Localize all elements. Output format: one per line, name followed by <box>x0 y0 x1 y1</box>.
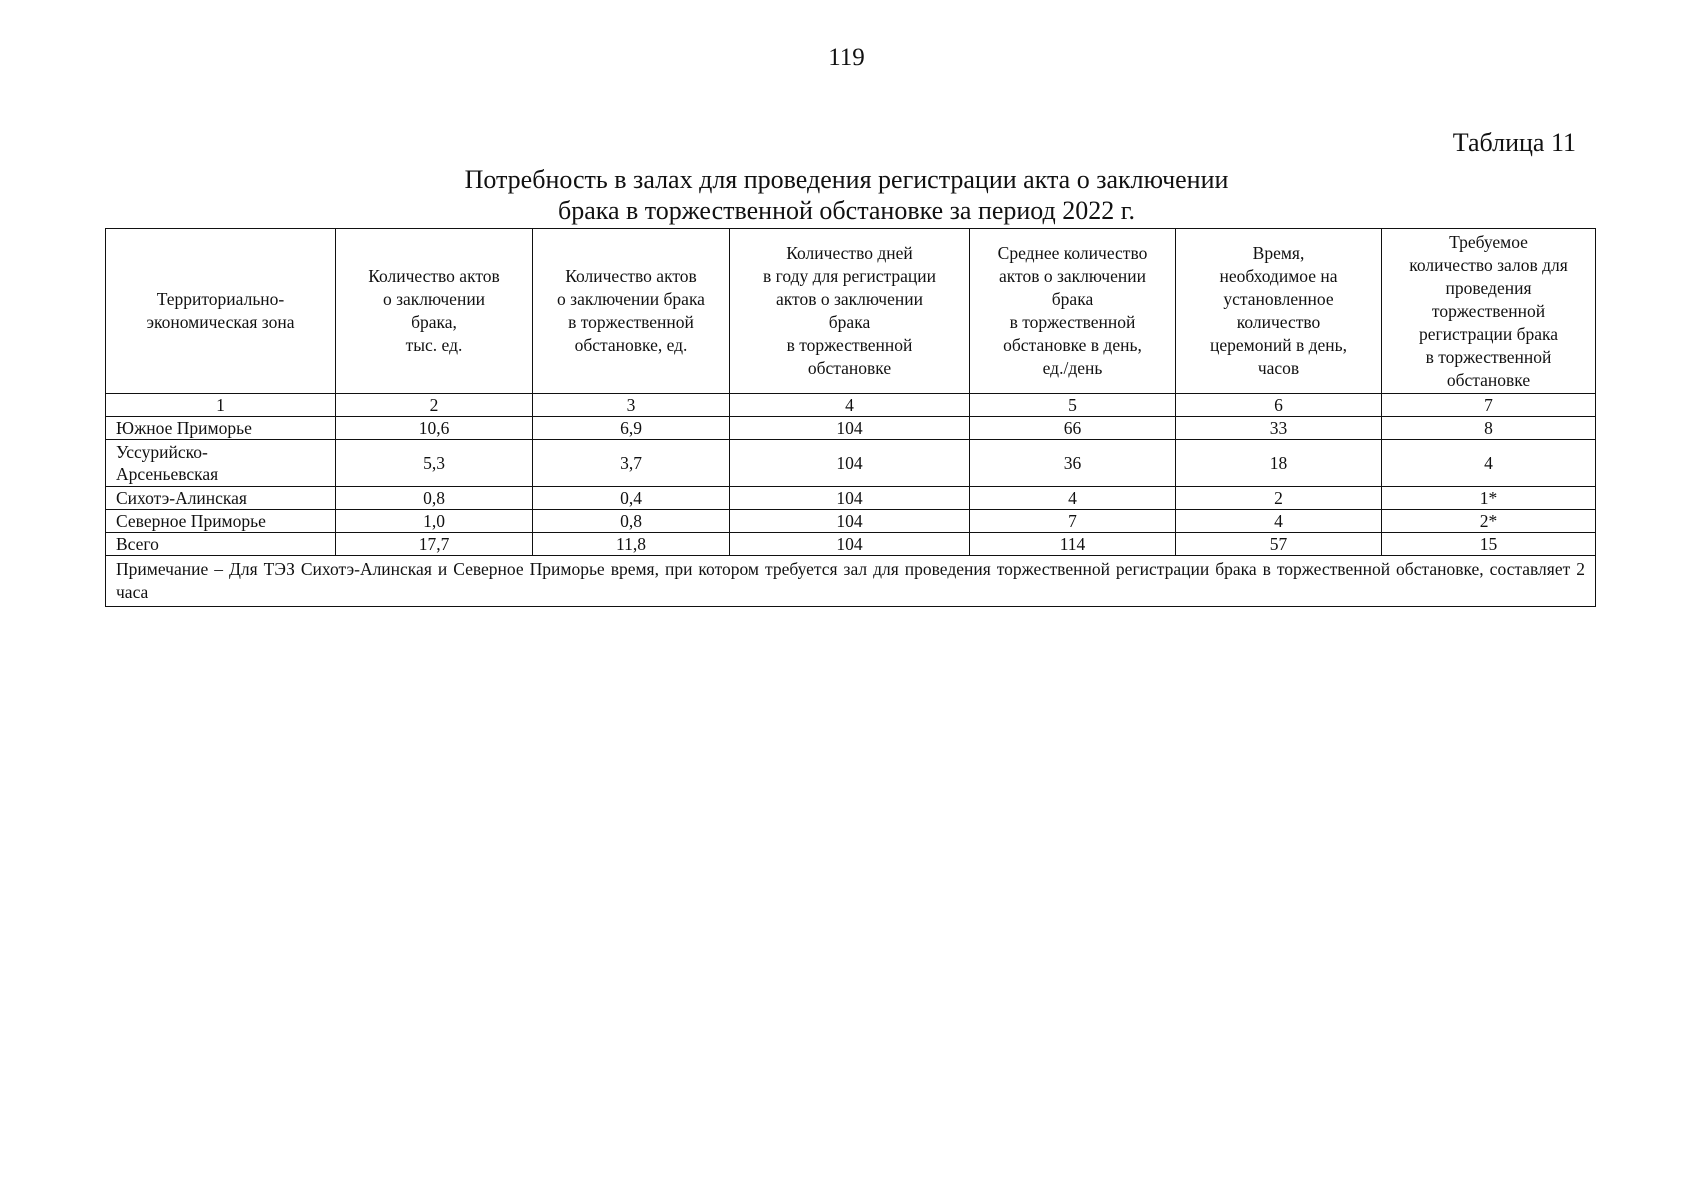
value-cell: 57 <box>1176 533 1382 556</box>
column-number: 2 <box>336 394 533 417</box>
table-row <box>106 417 1596 440</box>
column-number-row <box>106 394 1596 417</box>
column-number: 5 <box>970 394 1176 417</box>
header-row <box>106 229 1596 394</box>
value-cell: 0,8 <box>336 487 533 510</box>
note-row <box>106 556 1596 607</box>
column-number: 6 <box>1176 394 1382 417</box>
value-cell: 4 <box>970 487 1176 510</box>
value-cell: 36 <box>970 440 1176 487</box>
value-cell: 8 <box>1382 417 1596 440</box>
zone-cell: Сихотэ-Алинская <box>106 487 336 510</box>
value-cell: 104 <box>730 487 970 510</box>
value-cell: 2 <box>1176 487 1382 510</box>
value-cell: 114 <box>970 533 1176 556</box>
header-cell-avg-per-day: Среднее количество актов о заключении брака в торжественной обстановке в день, ед./день <box>970 229 1176 394</box>
header-cell-acts-ceremonial: Количество актов о заключении брака в торжественной обстановке, ед. <box>533 229 730 394</box>
value-cell: 10,6 <box>336 417 533 440</box>
demand-table <box>105 228 1596 607</box>
zone-cell: Всего <box>106 533 336 556</box>
table-row <box>106 533 1596 556</box>
value-cell: 4 <box>1382 440 1596 487</box>
zone-cell: Южное Приморье <box>106 417 336 440</box>
column-number: 4 <box>730 394 970 417</box>
value-cell: 33 <box>1176 417 1382 440</box>
value-cell: 11,8 <box>533 533 730 556</box>
table-title-line-2: брака в торжественной обстановке за период 2022 г. <box>557 196 1136 225</box>
value-cell: 2* <box>1382 510 1596 533</box>
value-cell: 0,8 <box>533 510 730 533</box>
value-cell: 0,4 <box>533 487 730 510</box>
value-cell: 66 <box>970 417 1176 440</box>
value-cell: 1,0 <box>336 510 533 533</box>
table-row <box>106 487 1596 510</box>
header-cell-halls: Требуемое количество залов для проведения торжественной регистрации брака в торжественной обстановке <box>1382 229 1596 394</box>
column-number: 1 <box>106 394 336 417</box>
table-note: Примечание – Для ТЭЗ Сихотэ-Алинская и Северное Приморье время, при котором требуется зал для проведения торжественной регистрации брака в торжественной обстановке, составляет 2 часа <box>106 556 1596 607</box>
table-row <box>106 510 1596 533</box>
value-cell: 5,3 <box>336 440 533 487</box>
value-cell: 3,7 <box>533 440 730 487</box>
zone-cell: Северное Приморье <box>106 510 336 533</box>
table-title <box>0 164 1693 226</box>
table-title-line-1: Потребность в залах для проведения регистрации акта о заключении <box>464 165 1229 194</box>
value-cell: 15 <box>1382 533 1596 556</box>
table-row <box>106 440 1596 487</box>
header-cell-zone: Территориально- экономическая зона <box>106 229 336 394</box>
data-rows <box>106 417 1596 556</box>
column-number: 7 <box>1382 394 1596 417</box>
value-cell: 1* <box>1382 487 1596 510</box>
value-cell: 104 <box>730 533 970 556</box>
header-cell-days: Количество дней в году для регистрации актов о заключении брака в торжественной обстановке <box>730 229 970 394</box>
header-cell-acts-total: Количество актов о заключении брака, тыс. ед. <box>336 229 533 394</box>
value-cell: 7 <box>970 510 1176 533</box>
value-cell: 104 <box>730 417 970 440</box>
value-cell: 18 <box>1176 440 1382 487</box>
column-number: 3 <box>533 394 730 417</box>
value-cell: 6,9 <box>533 417 730 440</box>
value-cell: 104 <box>730 440 970 487</box>
value-cell: 104 <box>730 510 970 533</box>
value-cell: 17,7 <box>336 533 533 556</box>
table-label: Таблица 11 <box>1452 128 1576 157</box>
value-cell: 4 <box>1176 510 1382 533</box>
header-cell-hours: Время, необходимое на установленное количество церемоний в день, часов <box>1176 229 1382 394</box>
zone-cell: Уссурийско- Арсеньевская <box>106 440 336 487</box>
page-number: 119 <box>828 44 865 71</box>
